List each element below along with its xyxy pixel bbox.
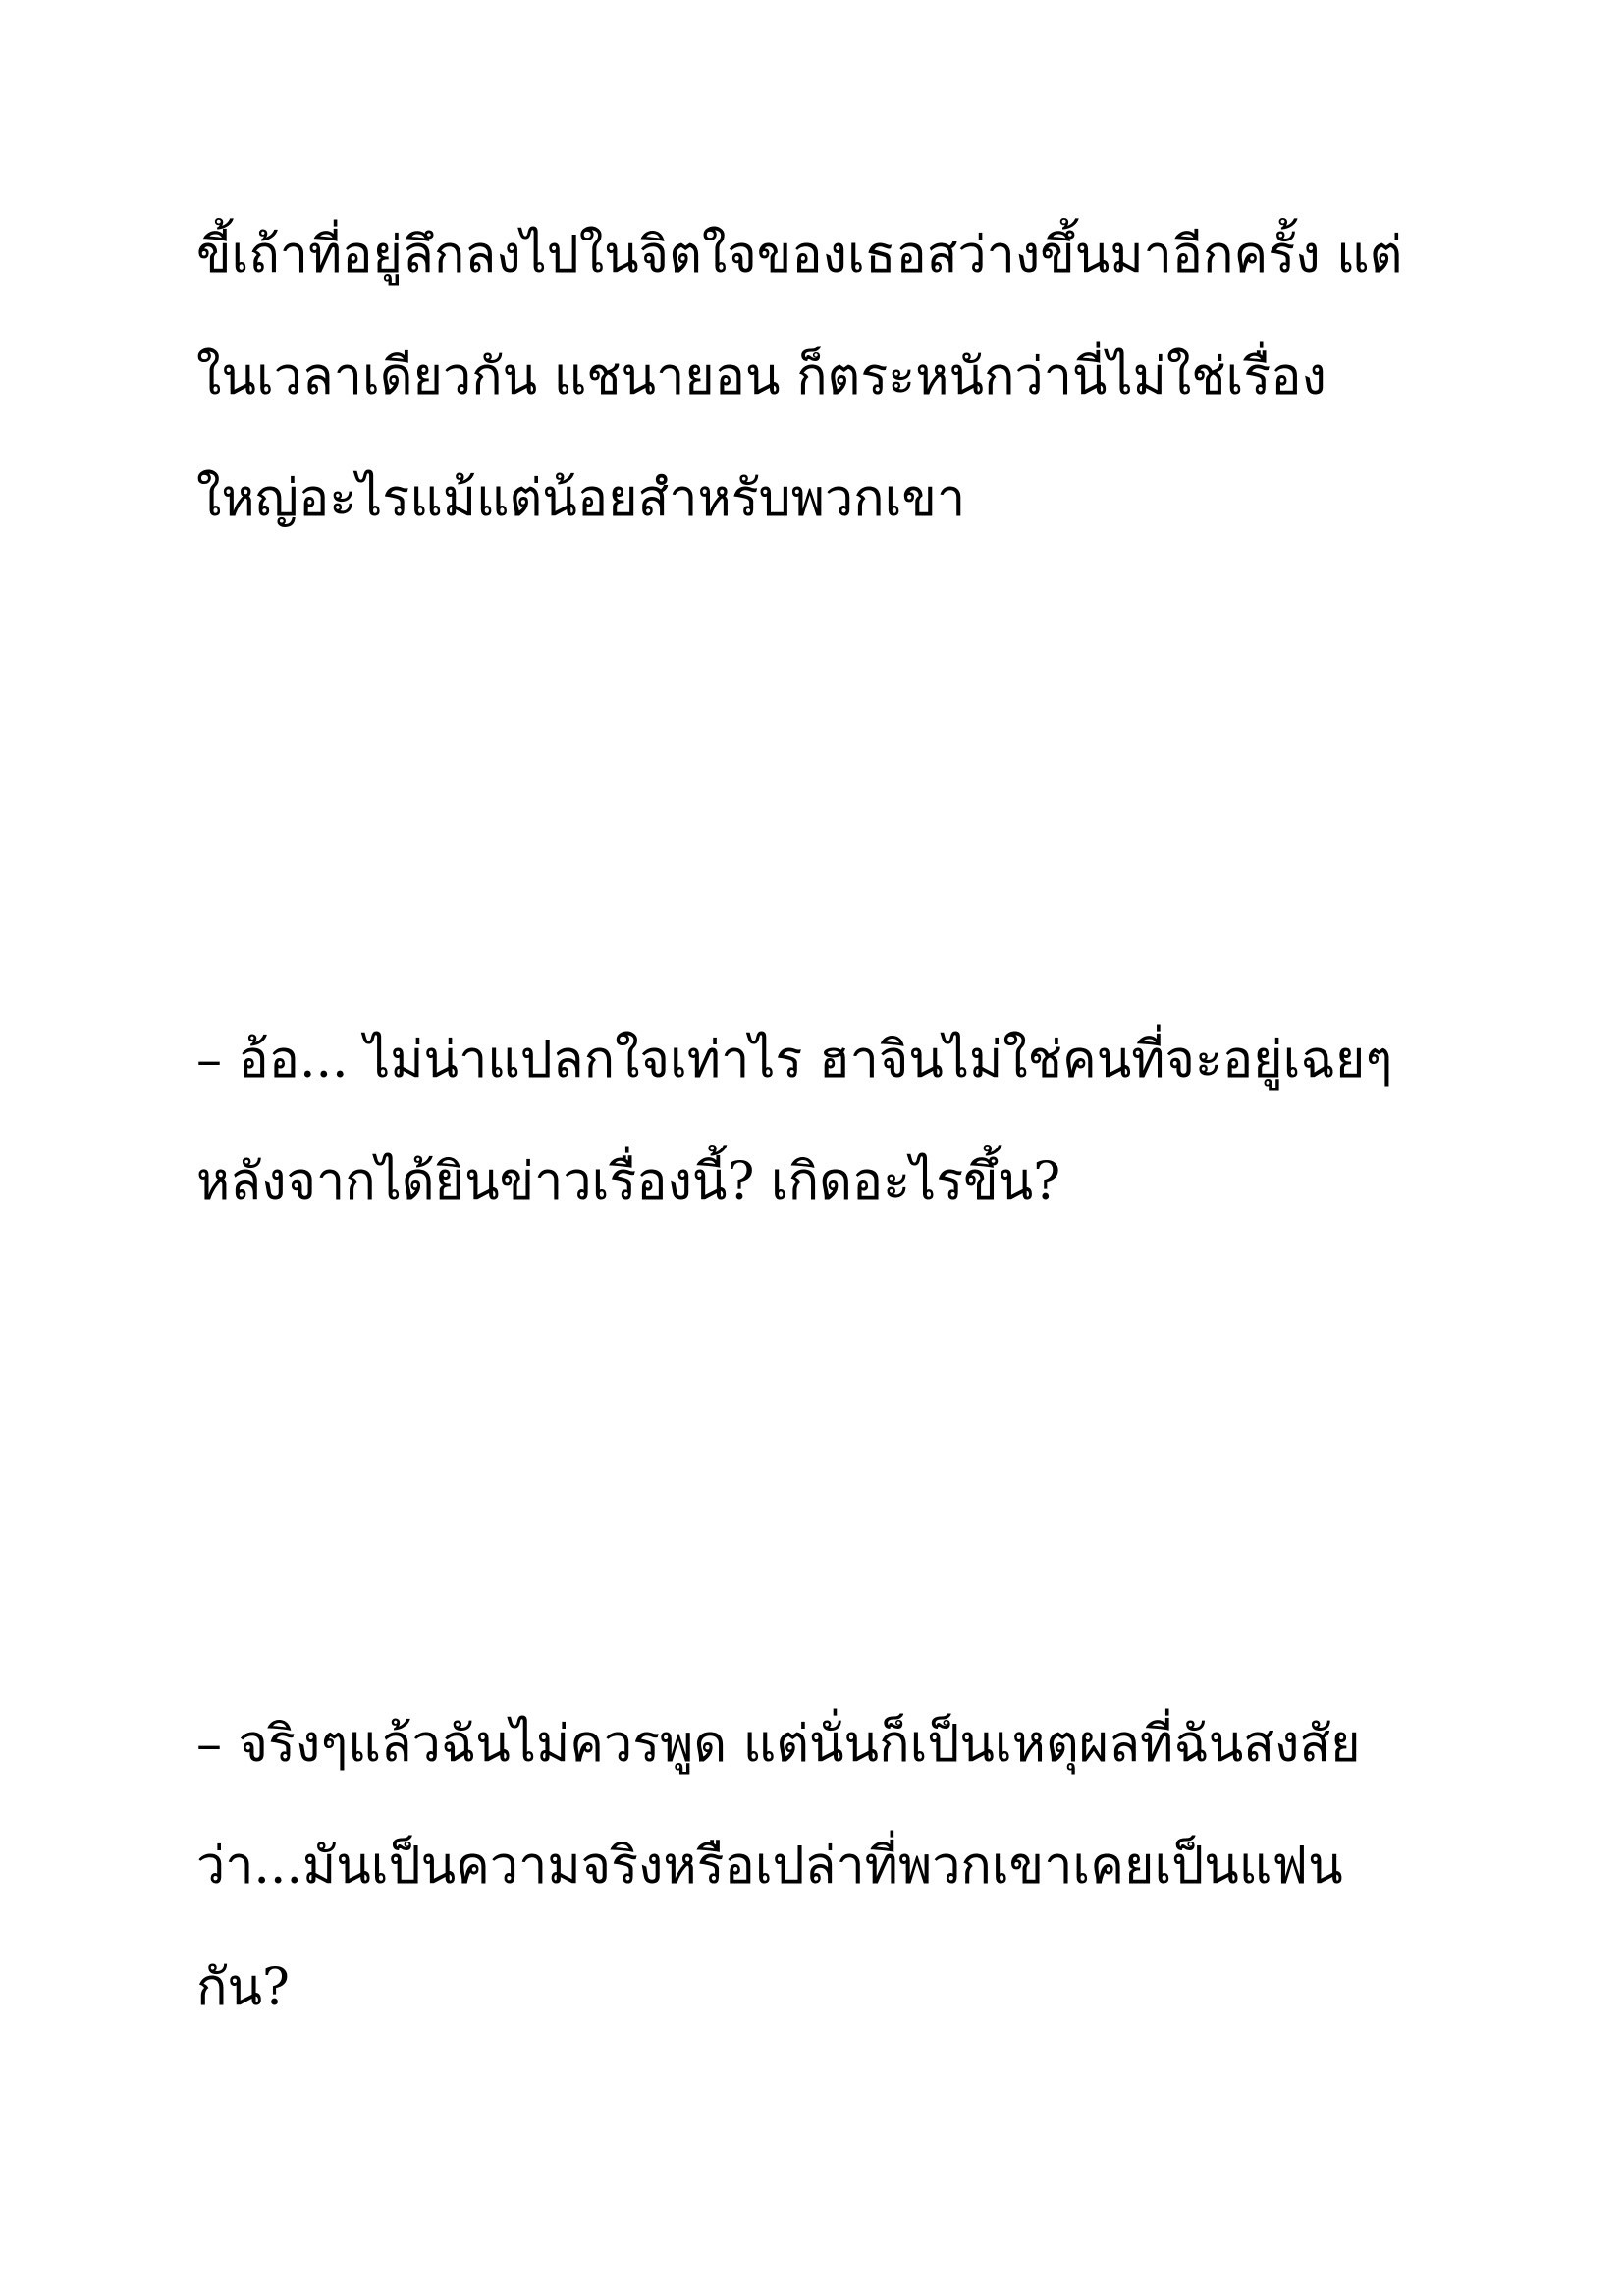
paragraph-line: ว่า...มันเป็นความจริงหรือเปล่าที่พวกเขาเคยเป็นแฟน xyxy=(196,1837,1343,1896)
paragraph-line: – อ้อ... ไม่น่าแปลกใจเท่าไร ฮาจินไม่ใช่คนที่จะอยู่เฉยๆ xyxy=(196,1031,1393,1090)
paragraph-line: ใหญ่อะไรแม้แต่น้อยสำหรับพวกเขา xyxy=(196,469,966,528)
paragraph-line: ในเวลาเดียวกัน แชนายอน ก็ตระหนักว่านี่ไม่ใช่เรื่อง xyxy=(196,347,1326,406)
paragraph-dialogue-1 xyxy=(196,999,1434,1243)
paragraph-dialogue-2 xyxy=(196,1683,1434,2049)
paragraph-narration xyxy=(196,194,1434,560)
paragraph-line: กัน? xyxy=(196,1958,290,2017)
paragraph-line: หลังจากได้ยินข่าวเรื่องนี้? เกิดอะไรขึ้น? xyxy=(196,1152,1061,1211)
paragraph-line: ขี้เถ้าที่อยู่ลึกลงไปในจิตใจของเธอสว่างขึ้นมาอีกครั้ง แต่ xyxy=(196,226,1403,285)
paragraph-line: – จริงๆแล้วฉันไม่ควรพูด แต่นั่นก็เป็นเหตุผลที่ฉันสงสัย xyxy=(196,1715,1361,1774)
